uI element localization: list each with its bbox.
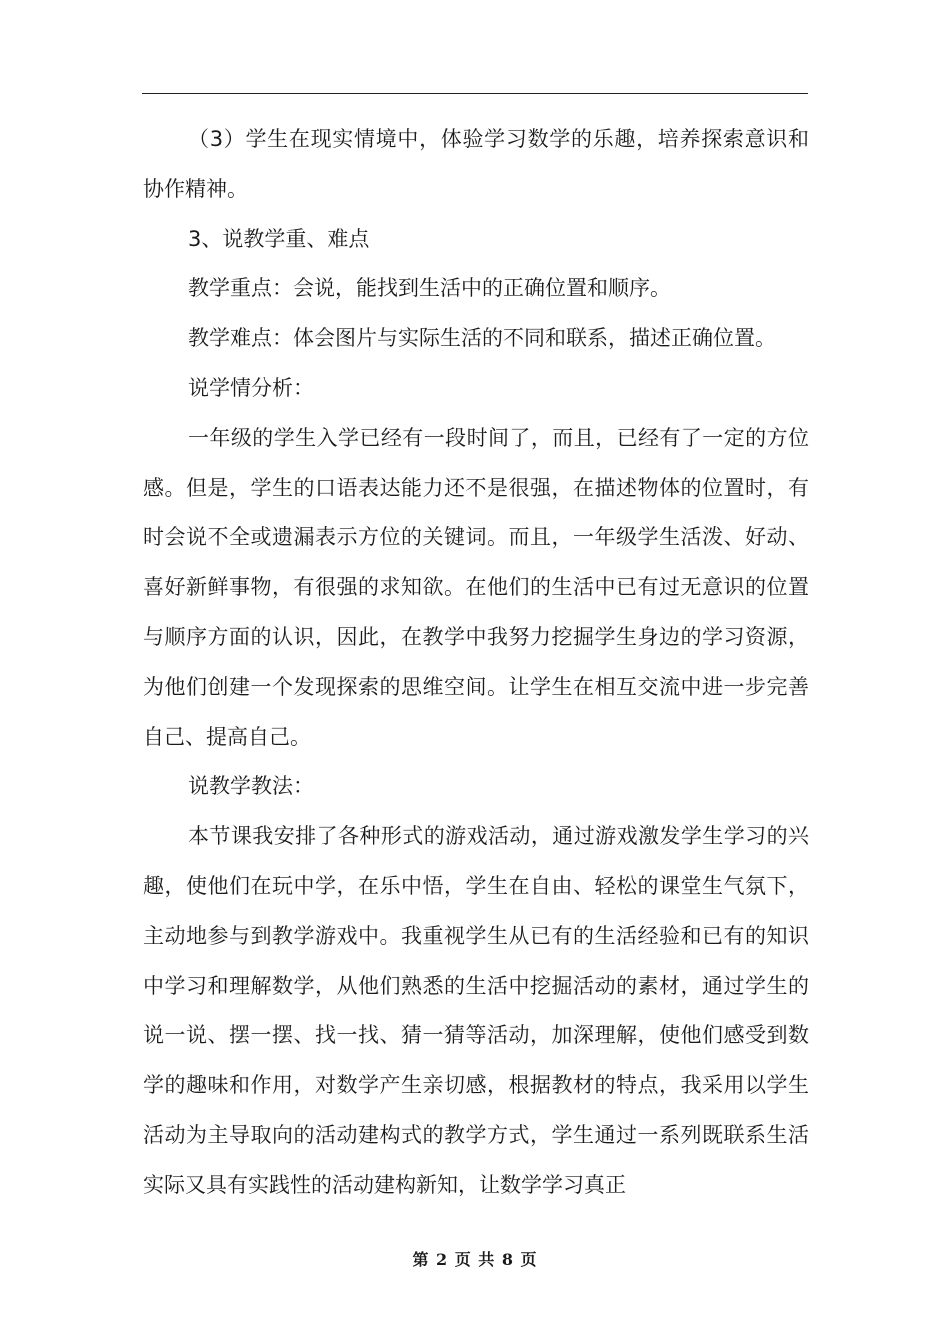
section-heading-student-analysis: 说学情分析：	[188, 375, 314, 400]
section-heading-key-points: 3、说教学重、难点	[188, 226, 370, 251]
paragraph-teaching-method: 本节课我安排了各种形式的游戏活动，通过游戏激发学生学习的兴趣，使他们在玩中学，在乐中悟，学生在自由、轻松的课堂生气氛下，主动地参与到教学游戏中。我重视学生从已有的生活经验和已有的知识中学习和理解数学，从他们熟悉的生活中挖掘活动的素材，通过学生的说一说、摆一摆、找一找、猜一猜等活动，加深理解，使他们感受到数学的趣味和作用，对数学产生亲切感，根据教材的特点，我采用以学生活动为主导取向的活动建构式的教学方式，学生通过一系列既联系生活实际又具有实践性的活动建构新知，让数学学习真正	[143, 824, 809, 1197]
paragraph-teaching-focus: 教学重点：会说，能找到生活中的正确位置和顺序。	[188, 276, 671, 301]
page-number: 第 2 页 共 8 页	[412, 1250, 538, 1269]
section-heading-teaching-method: 说教学教法：	[188, 774, 314, 799]
paragraph-student-analysis: 一年级的学生入学已经有一段时间了，而且，已经有了一定的方位感。但是，学生的口语表达能力还不是很强，在描述物体的位置时，有时会说不全或遗漏表示方位的关键词。而且，一年级学生活泼、好动、喜好新鲜事物，有很强的求知欲。在他们的生活中已有过无意识的位置与顺序方面的认识，因此，在教学中我努力挖掘学生身边的学习资源，为他们创建一个发现探索的思维空间。让学生在相互交流中进一步完善自己、提高自己。	[143, 425, 809, 749]
paragraph-teaching-difficulty: 教学难点：体会图片与实际生活的不同和联系，描述正确位置。	[188, 326, 776, 351]
header-rule	[142, 93, 808, 94]
document-body	[143, 115, 809, 1211]
paragraph-objective-3: （3）学生在现实情境中，体验学习数学的乐趣，培养探索意识和协作精神。	[143, 127, 809, 201]
